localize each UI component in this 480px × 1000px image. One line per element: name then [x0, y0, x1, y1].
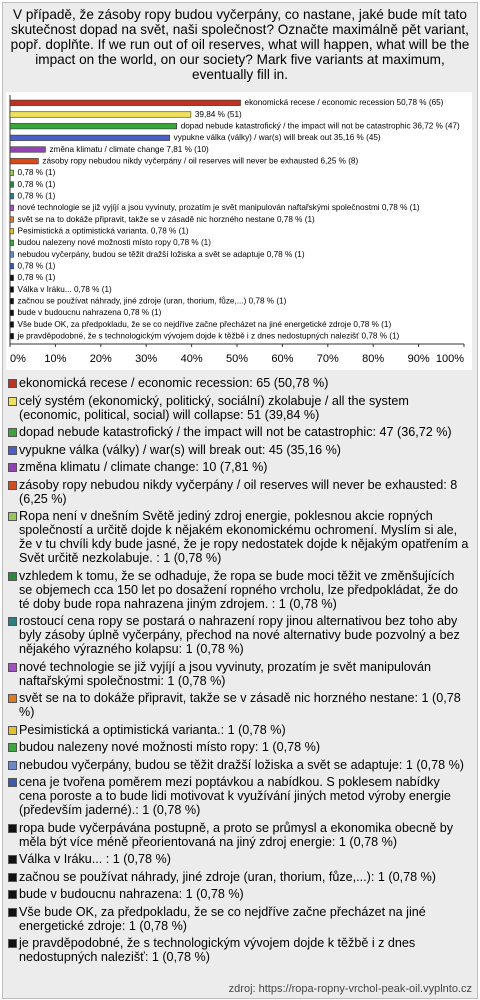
bar-label: je pravděpodobné, že s technologickým vývojem dojde k těžbě i z dnes nedostupných nalezišť 0,78 % (1)	[17, 331, 400, 341]
legend-item	[8, 460, 470, 474]
bar-label: 0,78 % (1)	[17, 191, 56, 201]
bar	[10, 275, 14, 281]
x-tick-label: 10%	[44, 353, 67, 365]
legend-item	[8, 936, 470, 964]
legend-item	[8, 887, 470, 901]
legend-text: ekonomická recese / economic recession: 65 (50,78 %)	[19, 376, 329, 390]
bar-label: vypukne válka (války) / war(s) will break out 35,16 % (45)	[173, 133, 381, 143]
bar	[10, 252, 14, 258]
legend-text: svět se na to dokáže připravit, takže se v zásadě nic horzného nestane: 1 (0,78 %)	[19, 691, 461, 719]
legend-text: ropa bude vyčerpávána postupně, a proto se průmysl a ekonomika obecně by měla být více méně přeorientovaná na jiný zdroj energie: 1 (0,78 %)	[19, 820, 454, 849]
legend-swatch	[8, 694, 17, 703]
bar-label: nebudou vyčerpány, budou se těžit dražší ložiska a svět se adaptuje 0,78 % (1)	[17, 249, 305, 259]
legend-item	[8, 691, 470, 719]
bar	[10, 263, 14, 269]
chart-title: V případě, že zásoby ropy budou vyčerpány, co nastane, jaké bude mít tato skutečnost dopad na svět, naši společnost? Označte maximálně pět variant, popř. doplňte. If we run out of oil reserves, what will happen, what will be the impact on the world, on our society? Mark five variants at maximum, eventually fill in.	[10, 7, 470, 82]
bar	[10, 298, 14, 304]
x-tick-label: 70%	[316, 353, 339, 365]
bar-label: 0,78 % (1)	[17, 273, 56, 283]
legend-item	[8, 740, 470, 754]
legend-text: Pesimistická a optimistická varianta.: 1 (0,78 %)	[19, 722, 286, 737]
bar	[10, 322, 14, 328]
legend-item	[8, 614, 470, 656]
chart-plot-area	[6, 92, 472, 370]
legend-swatch	[8, 743, 17, 752]
legend-text: je pravděpodobné, že s technologickým vývojem dojde k těžbě i z dnes nedostupných nalezišť: 1 (0,78 %)	[19, 936, 416, 964]
x-tick-label: 40%	[180, 353, 203, 365]
legend-swatch	[8, 463, 17, 472]
legend-swatch	[8, 778, 17, 787]
bar	[10, 147, 45, 153]
bar-label: svět se na to dokáže připravit, takže se v zásadě nic horzného nestane 0,78 % (1)	[17, 214, 315, 224]
legend-item	[8, 821, 470, 849]
x-tick-label: 20%	[89, 353, 112, 365]
bar-label: Vše bude OK, za předpokladu, že se co nejdříve začne přecházet na jiné energetické zdroje 0,78 % (1)	[17, 319, 392, 329]
bar	[10, 123, 177, 128]
legend-text: Válka v Iráku... : 1 (0,78 %)	[19, 852, 171, 866]
legend-text: zásoby ropy nebudou nikdy vyčerpány / oil reserves will never be exhausted: 8 (6,25 %)	[19, 477, 458, 506]
bar	[10, 217, 14, 223]
bar-label: nové technologie se již vyjíjí a jsou vyvinuty, prozatím je svět manipulován naftařskými společnostmi 0,78 % (1)	[17, 203, 420, 213]
legend-text: cena je tvořena poměrem mezi poptávkou a nabídkou. S poklesem nabídky cena poroste a to bude lidi motivovat k využívání jiných metod výroby energie (především jaderné).: 1 (0,78 %)	[19, 775, 451, 817]
legend-text: budou nalezeny nové možnosti místo ropy: 1 (0,78 %)	[19, 740, 321, 754]
bar-label: 0,78 % (1)	[17, 168, 56, 178]
legend-swatch	[8, 572, 17, 581]
legend-text: celý systém (ekonomický, politický, sociální) zkolabuje / all the system (economic, political, social) will collapse: 51 (39,84 %)	[19, 393, 409, 422]
bar-label: bude v budoucnu nahrazena 0,78 % (1)	[17, 308, 162, 318]
bar	[10, 182, 14, 188]
bar	[10, 240, 14, 246]
bar	[10, 205, 14, 211]
bar-label: zásoby ropy nebudou nikdy vyčerpány / oil reserves will never be exhausted 6,25 % (8)	[42, 156, 359, 166]
legend-swatch	[8, 481, 17, 490]
bar-label: Pesimistická a optimistická varianta. 0,78 % (1)	[17, 226, 189, 236]
x-tick-label: 50%	[225, 353, 249, 365]
legend-text: Ropa není v dnešním Světě jediný zdroj energie, poklesnou akcie ropných společností a určitě dojde k nějakém ekonomickému ochromení. Myslím si ale, že v tu chvíli kdy bude jasné, že je ropy nedostatek dojde k nějakým opatřením a Svět určitě nezkolabuje. : 1 (0,78 %)	[19, 509, 469, 565]
source-note: zdroj: https://ropa-ropny-vrchol-peak-oil.vyplnto.cz	[228, 983, 472, 995]
bar	[10, 170, 14, 176]
legend-item	[8, 394, 470, 422]
bar-label: budou nalezeny nové možnosti místo ropy 0,78 % (1)	[17, 238, 211, 248]
x-tick-label: 30%	[135, 353, 158, 365]
legend-swatch	[8, 890, 17, 899]
bar-label: začnou se používat náhrady, jiné zdroje (uran, thorium, fůze,...) 0,78 % (1)	[17, 296, 287, 306]
bar-label: dopad nebude katastrofický / the impact will not be catastrophic 36,72 % (47)	[180, 121, 460, 131]
bar-chart-svg	[6, 92, 472, 370]
bar	[10, 100, 241, 106]
legend-item	[8, 723, 470, 737]
legend-text: bude v budoucnu nahrazena: 1 (0,78 %)	[19, 887, 244, 901]
bar	[10, 135, 170, 141]
bar-label: změna klimatu / climate change 7,81 % (10)	[49, 144, 209, 154]
legend-swatch	[8, 855, 17, 864]
x-tick-label: 80%	[362, 353, 385, 365]
legend-item	[8, 870, 470, 884]
bar-label: 0,78 % (1)	[17, 179, 56, 189]
legend-swatch	[8, 726, 17, 735]
legend-text: vzhledem k tomu, že se odhaduje, že ropa se bude moci těžit ve změnšujících se objemech cca 150 let po dosažení ropného vrcholu, lze předpokládat, že do té doby bude ropa nahrazena jiným zdrojem. : 1 (0,78 %)	[19, 568, 458, 611]
bar-label: Válka v Iráku... 0,78 % (1)	[17, 284, 112, 294]
legend-text: dopad nebude katastrofický / the impact will not be catastrophic: 47 (36,72 %)	[19, 425, 452, 439]
legend-item	[8, 905, 470, 933]
legend-swatch	[8, 397, 17, 406]
legend-text: Vše bude OK, za předpokladu, že se co nejdříve začne přecházet na jiné energetické zdroje: 1 (0,78 %)	[19, 904, 426, 933]
bar-label: 0,78 % (1)	[17, 261, 56, 271]
bar	[10, 158, 38, 164]
legend-item	[8, 425, 470, 439]
x-tick-label: 0%	[10, 353, 26, 365]
x-tick-label: 90%	[407, 353, 430, 365]
legend-item	[8, 509, 470, 565]
bar	[10, 333, 14, 339]
bar-label: ekonomická recese / economic recession 50,78 % (65)	[244, 98, 444, 108]
legend-item	[8, 569, 470, 611]
legend-item	[8, 660, 470, 688]
bar	[10, 228, 14, 234]
bar	[10, 310, 14, 316]
bar	[10, 112, 191, 118]
legend-swatch	[8, 617, 17, 626]
legend-item	[8, 775, 470, 817]
chart-legend	[8, 376, 470, 968]
bar-label: 39,84 % (51)	[194, 109, 242, 119]
x-tick-label: 100%	[435, 353, 464, 365]
legend-text: vypukne válka (války) / war(s) will break out: 45 (35,16 %)	[19, 442, 341, 457]
legend-swatch	[8, 428, 17, 437]
legend-text: nebudou vyčerpány, budou se těžit dražší ložiska a svět se adaptuje: 1 (0,78 %)	[19, 757, 465, 772]
legend-item	[8, 376, 470, 390]
legend-item	[8, 852, 470, 866]
legend-text: změna klimatu / climate change: 10 (7,81 %)	[19, 460, 268, 474]
legend-swatch	[8, 824, 17, 833]
legend-swatch	[8, 908, 17, 917]
bar	[10, 287, 14, 293]
x-tick-label: 60%	[271, 353, 294, 365]
legend-text: nové technologie se již vyjíjí a jsou vyvinuty, prozatím je svět manipulován naftařskými společnostmi: 1 (0,78 %)	[19, 659, 432, 688]
legend-swatch	[8, 939, 17, 948]
legend-item	[8, 758, 470, 772]
legend-swatch	[8, 512, 17, 521]
legend-swatch	[8, 761, 17, 770]
legend-swatch	[8, 663, 17, 672]
legend-swatch	[8, 379, 17, 388]
bar	[10, 193, 14, 199]
legend-item	[8, 443, 470, 457]
legend-swatch	[8, 873, 17, 882]
legend-swatch	[8, 446, 17, 455]
legend-item	[8, 478, 470, 506]
legend-text: rostoucí cena ropy se postará o nahrazení ropy jinou alternativou bez toho aby byly zásoby úplně vyčerpány, přechod na nové alternativy bude pozvolný a bez nějakého výrazného kolapsu: 1 (0,78 %)	[19, 614, 460, 656]
legend-text: začnou se používat náhrady, jiné zdroje (uran, thorium, fůze,...): 1 (0,78 %)	[19, 869, 436, 884]
